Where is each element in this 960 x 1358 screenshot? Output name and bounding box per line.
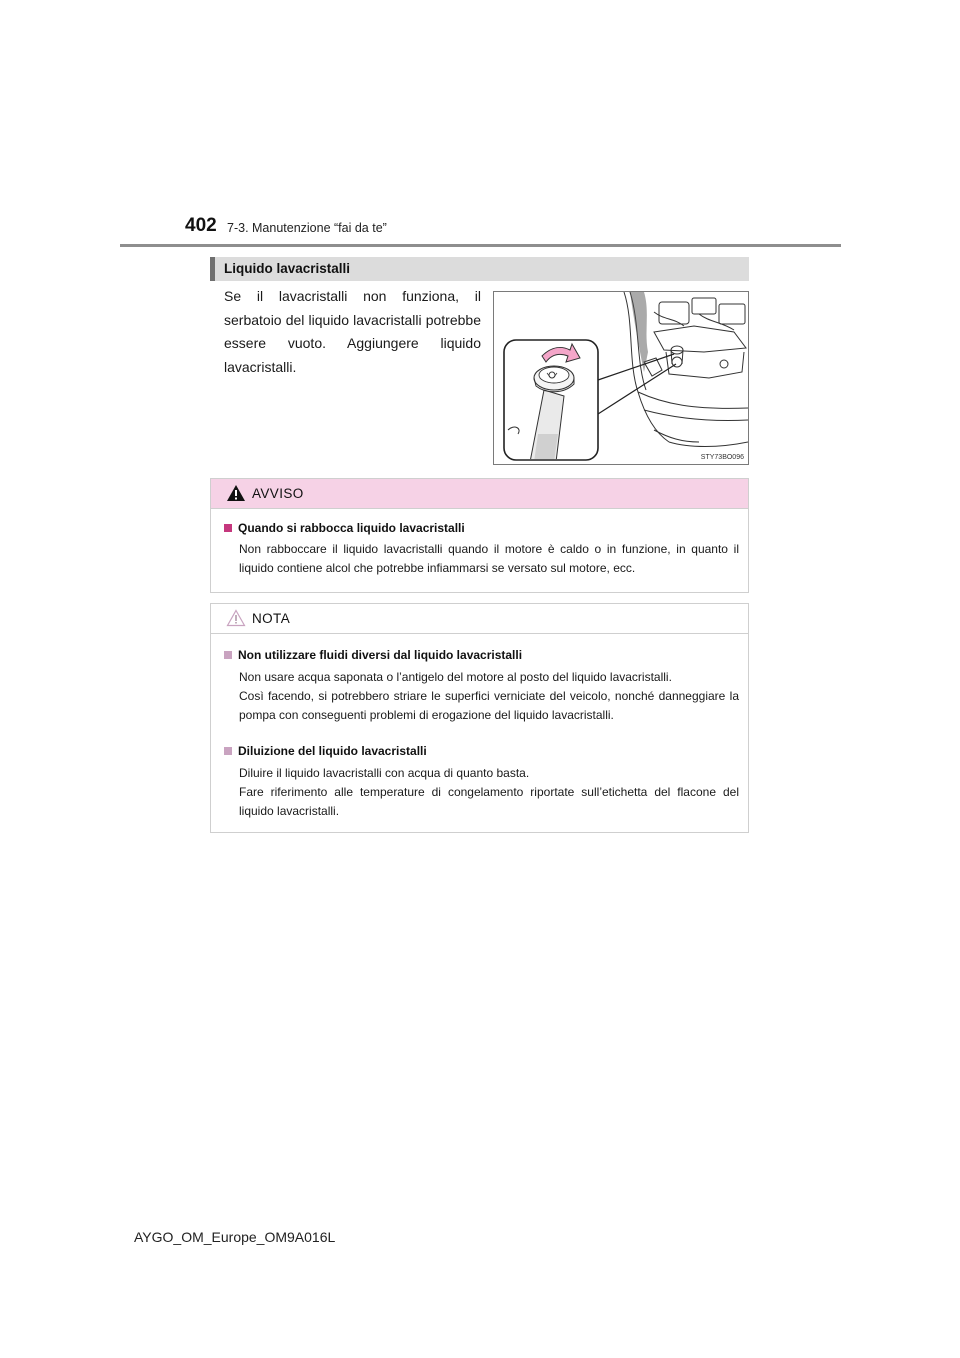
section-title: Liquido lavacristalli [224,261,351,276]
figure-code: STY73BO096 [700,454,744,461]
section-heading-accent [210,257,215,281]
page-number: 402 [185,215,217,236]
engine-bay-drawing [494,292,748,464]
note-item-title: Non utilizzare fluidi diversi dal liquido lavacristalli [224,648,522,662]
header-rule [120,244,841,247]
bullet-square-icon [224,524,232,532]
document-code-footer: AYGO_OM_Europe_OM9A016L [134,1229,336,1245]
warning-label: AVVISO [252,486,304,501]
note-box [210,603,749,833]
note-item-body: Diluire il liquido lavacristalli con acqua di quanto basta. Fare riferimento alle temperature di congelamento riportate sull’etichetta del flacone del liquido lavacristalli. [239,766,739,818]
intro-paragraph: Se il lavacristalli non funziona, il serbatoio del liquido lavacristalli potrebbe essere vuoto. Aggiungere liquido lavacristalli. [224,288,481,375]
washer-reservoir-illustration [493,291,749,465]
section-heading-bar [210,257,749,281]
note-item-title: Diluizione del liquido lavacristalli [224,744,427,758]
warning-box [210,478,749,593]
note-label: NOTA [252,611,291,626]
warning-item-title: Quando si rabbocca liquido lavacristalli [224,521,465,535]
bullet-square-icon [224,747,232,755]
note-header [211,604,748,634]
bullet-square-icon [224,651,232,659]
warning-triangle-icon [226,484,246,502]
note-item-body: Non usare acqua saponata o l’antigelo del motore al posto del liquido lavacristalli. Così facendo, si potrebbero striare le superfici verniciate del veicolo, nonché danneggiare la pompa con conseguenti problemi di erogazione del liquido lavacristalli. [239,670,739,722]
caution-triangle-icon [226,609,246,627]
warning-item-body: Non rabboccare il liquido lavacristalli quando il motore è caldo o in funzione, in quanto il liquido contiene alcol che potrebbe infiammarsi se versato sul motore, ecc. [239,542,739,575]
warning-header [211,479,748,509]
running-head: 7-3. Manutenzione “fai da te” [227,221,387,235]
